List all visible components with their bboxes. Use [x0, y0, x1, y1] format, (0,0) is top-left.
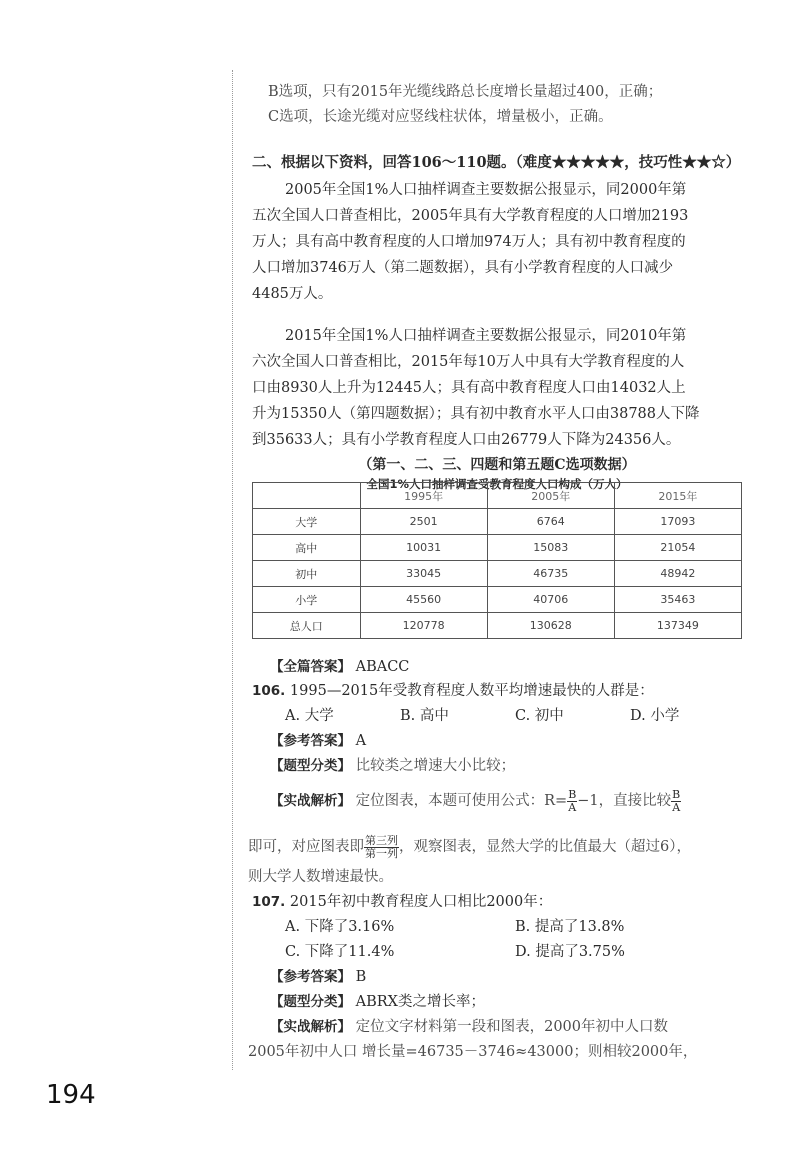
- cell: 35463: [614, 587, 741, 613]
- fraction-numerator: B: [568, 787, 577, 801]
- row-label: 小学: [253, 587, 361, 613]
- para2-line1: 2015年全国1%人口抽样调查主要数据公报显示，同2010年第: [285, 328, 687, 344]
- margin-rule: [232, 70, 239, 1070]
- q106-ref-label: 【参考答案】: [270, 733, 351, 749]
- all-answers: [270, 657, 409, 677]
- para2-line3: 口由8930人上升为12445人；具有高中教育程度人口由14032人上: [252, 380, 686, 396]
- all-answers-value: ABACC: [355, 659, 410, 675]
- row-label: 初中: [253, 561, 361, 587]
- q107-type-value: ABRX类之增长率；: [355, 994, 485, 1010]
- para1-line4: 人口增加3746万人（第二题数据），具有小学教育程度的人口减少: [252, 260, 674, 276]
- q106-type-label: 【题型分类】: [270, 758, 351, 774]
- q106-analysis-line3: 则大学人数增速最快。: [248, 869, 393, 885]
- q107-type: [270, 992, 485, 1012]
- line2-suffix: ，观察图表，显然大学的比值最大（超过6），: [399, 839, 691, 855]
- q106-option-d: D. 小学: [630, 708, 680, 724]
- header-2015: 2015年: [614, 483, 741, 509]
- fraction-denominator: 第一列: [365, 846, 398, 860]
- option-c-explanation: C选项，长途光缆对应竖线柱状体，增量极小，正确。: [268, 109, 613, 125]
- line2-prefix: 即可，对应图表即: [248, 839, 364, 855]
- fraction-denominator: A: [568, 800, 577, 814]
- table-title: 全国1%人口抽样调查受教育程度人口构成（万人）: [366, 477, 628, 491]
- q107-analysis-line2: 2005年初中人口 增长量=46735－3746≈43000；则相较2000年，: [248, 1044, 698, 1060]
- header-empty: [253, 483, 361, 509]
- q106-analysis-label: 【实战解析】: [270, 793, 351, 809]
- table-row: [253, 561, 742, 587]
- cell: 48942: [614, 561, 741, 587]
- cell: 130628: [487, 613, 614, 639]
- q106-analysis: [270, 787, 681, 815]
- q106-number: 106.: [252, 683, 286, 699]
- table-row: [253, 587, 742, 613]
- cell: 2501: [360, 509, 487, 535]
- q106-reference: [270, 731, 366, 751]
- cell: 15083: [487, 535, 614, 561]
- para2-line5: 到35633人；具有小学教育程度人口由26779人下降为24356人。: [252, 432, 681, 448]
- q106-option-b: B. 高中: [400, 708, 449, 724]
- header-2005: 2005年: [487, 483, 614, 509]
- q107-analysis-label: 【实战解析】: [270, 1019, 351, 1035]
- table-row: [253, 535, 742, 561]
- q107-option-d: D. 提高了3.75%: [515, 944, 625, 960]
- q107-stem: 2015年初中教育程度人口相比2000年：: [289, 894, 553, 910]
- q107-analysis: [270, 1017, 668, 1037]
- table-row: [253, 509, 742, 535]
- q107-option-b: B. 提高了13.8%: [515, 919, 625, 935]
- compare-fraction: [671, 789, 681, 814]
- q106-ref-value: A: [355, 733, 367, 749]
- q106-type: [270, 756, 515, 776]
- q107-option-a: A. 下降了3.16%: [285, 919, 395, 935]
- q107-number: 107.: [252, 894, 286, 910]
- cell: 45560: [360, 587, 487, 613]
- para1-line1: 2005年全国1%人口抽样调查主要数据公报显示，同2000年第: [285, 182, 687, 198]
- cell: 137349: [614, 613, 741, 639]
- column-fraction: [364, 835, 399, 860]
- page-number: 194: [46, 1080, 96, 1110]
- fraction-denominator: A: [672, 800, 681, 814]
- para1-line5: 4485万人。: [252, 286, 333, 302]
- q106-stem-line: [252, 681, 654, 701]
- q106-option-a: A. 大学: [285, 708, 334, 724]
- para1-line2: 五次全国人口普查相比，2005年具有大学教育程度的人口增加2193: [252, 208, 689, 224]
- header-1995: 1995年: [360, 483, 487, 509]
- q107-analysis-text: 定位文字材料第一段和图表，2000年初中人口数: [355, 1019, 669, 1035]
- q107-reference: [270, 967, 366, 987]
- cell: 21054: [614, 535, 741, 561]
- table-caption: （第一、二、三、四题和第五题C选项数据）: [358, 457, 636, 473]
- cell: 40706: [487, 587, 614, 613]
- q107-stem-line: [252, 892, 552, 912]
- q107-type-label: 【题型分类】: [270, 994, 351, 1010]
- q106-analysis-text: 定位图表，本题可使用公式：R=: [355, 793, 568, 809]
- row-label: 大学: [253, 509, 361, 535]
- cell: 120778: [360, 613, 487, 639]
- cell: 46735: [487, 561, 614, 587]
- fraction-numerator: 第三列: [365, 833, 398, 847]
- education-table: [252, 482, 742, 639]
- cell: 33045: [360, 561, 487, 587]
- fraction-numerator: B: [672, 787, 681, 801]
- row-label: 高中: [253, 535, 361, 561]
- cell: 6764: [487, 509, 614, 535]
- q106-analysis-line2: [248, 833, 691, 861]
- q107-ref-label: 【参考答案】: [270, 969, 351, 985]
- cell: 17093: [614, 509, 741, 535]
- all-answers-label: 【全篇答案】: [270, 659, 351, 675]
- q107-option-c: C. 下降了11.4%: [285, 944, 395, 960]
- q106-type-value: 比较类之增速大小比较；: [355, 758, 516, 774]
- row-label: 总人口: [253, 613, 361, 639]
- para1-line3: 万人；具有高中教育程度的人口增加974万人；具有初中教育程度的: [252, 234, 686, 250]
- cell: 10031: [360, 535, 487, 561]
- section-heading: 二、根据以下资料，回答106～110题。（难度★★★★★，技巧性★★☆）: [252, 154, 741, 171]
- para2-line4: 升为15350人（第四题数据）；具有初中教育水平人口由38788人下降: [252, 406, 700, 422]
- option-b-explanation: B选项，只有2015年光缆线路总长度增长量超过400，正确；: [268, 84, 663, 100]
- formula-tail: −1，直接比较: [577, 793, 672, 809]
- q106-option-c: C. 初中: [515, 708, 564, 724]
- para2-line2: 六次全国人口普查相比，2015年每10万人中具有大学教育程度的人: [252, 354, 685, 370]
- q107-ref-value: B: [355, 969, 367, 985]
- q106-stem: 1995—2015年受教育程度人数平均增速最快的人群是：: [289, 683, 654, 699]
- formula-fraction: [567, 789, 577, 814]
- table-row: [253, 613, 742, 639]
- table-header-row: [253, 483, 742, 509]
